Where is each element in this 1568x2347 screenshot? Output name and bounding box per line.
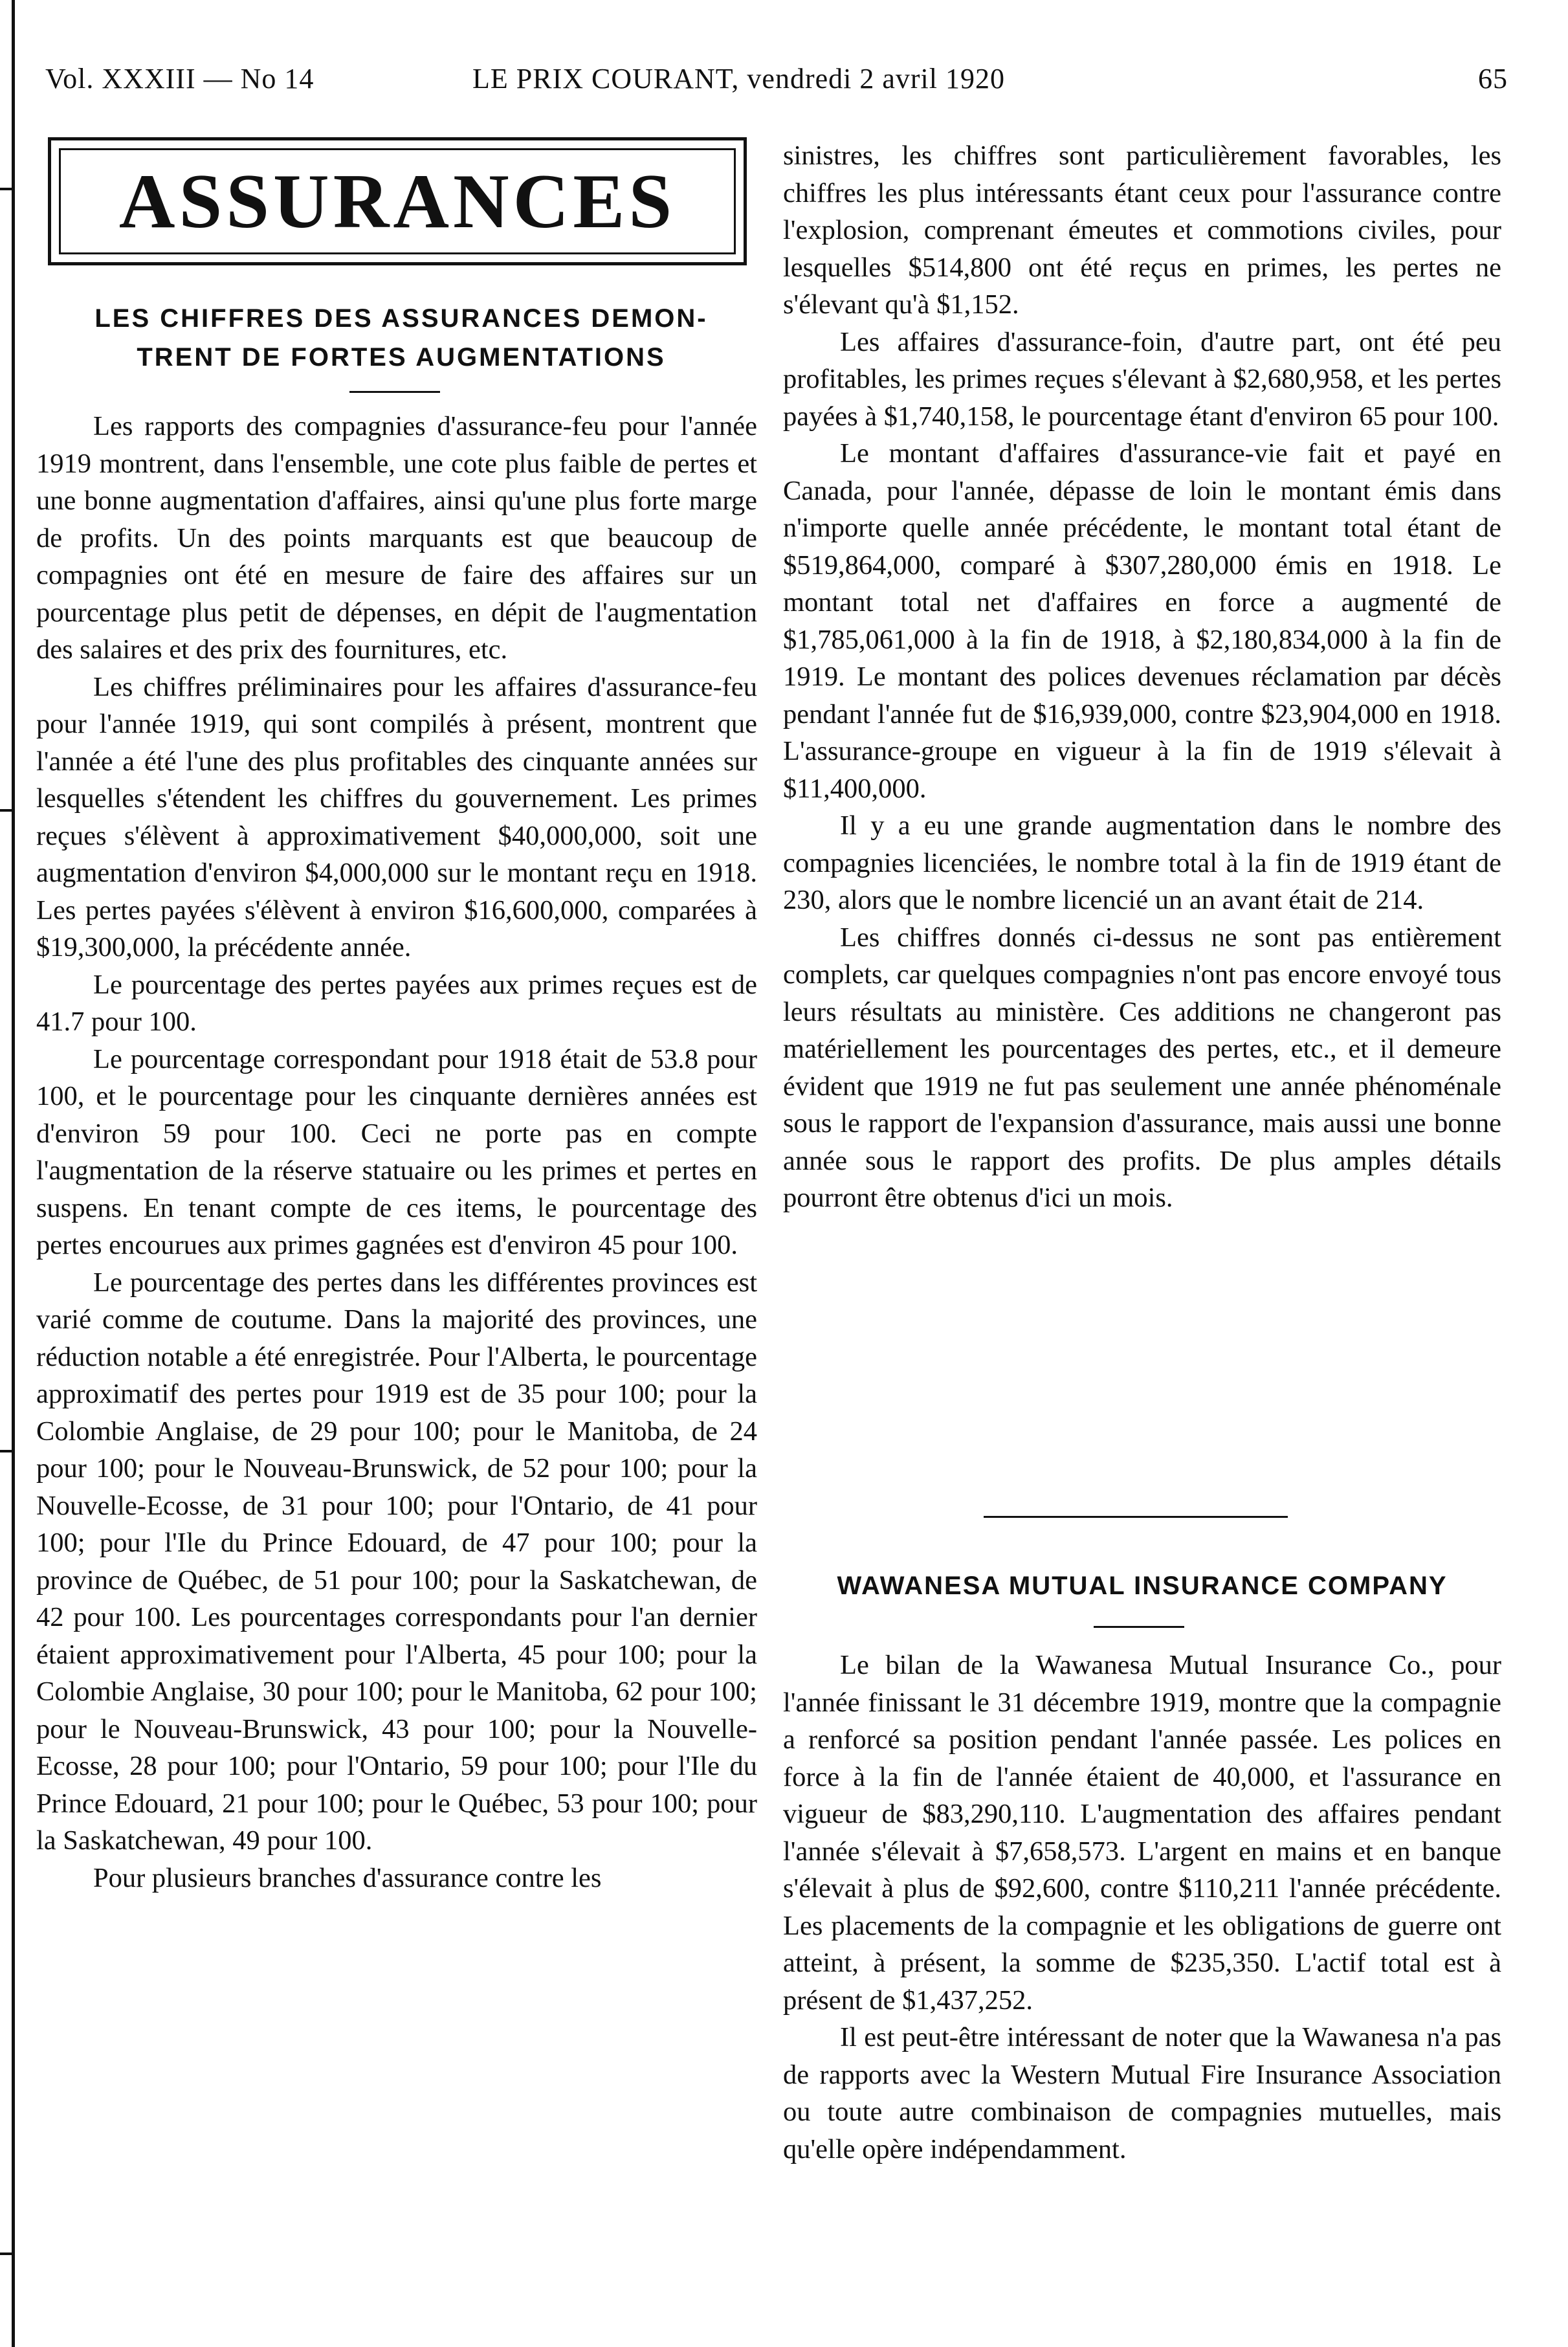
running-head: [45, 62, 1508, 107]
article1-headline-line1: LES CHIFFRES DES ASSURANCES DEMON-: [94, 304, 708, 333]
article1-body-left: [36, 408, 757, 1897]
paragraph: Le bilan de la Wawanesa Mutual Insurance Co., pour l'année finissant le 31 décembre 1919, montre que la compagnie a renforcé sa position pendant l'année passée. Les polices en force à la fin de l'année étaient de 40,000, et l'assurance en vigueur de $83,290,110. L'augmentation des affaires pendant l'année s'élevait à $7,658,573. L'argent en mains et en banque s'élevait à plus de $92,600, contre $110,211 l'année précédente. Les placements de la compagnie et les obligations de guerre ont atteint, à présent, la somme de $235,350. L'actif total est à présent de $1,437,252.: [783, 1650, 1501, 2016]
article1-headline-line2: TRENT DE FORTES AUGMENTATIONS: [137, 343, 666, 372]
paragraph: Le pourcentage correspondant pour 1918 était de 53.8 pour 100, et le pourcentage pour les cinquante dernières années est d'environ 59 pour 100. Ceci ne porte pas en compte l'augmentation de la réserve statuaire ou les primes et pertes en suspens. En tenant compte de ces items, le pourcentage des pertes encourues aux primes gagnées est d'environ 45 pour 100.: [36, 1043, 757, 1260]
paragraph: Le pourcentage des pertes payées aux primes reçues est de 41.7 pour 100.: [36, 969, 757, 1037]
paragraph: Il est peut-être intéressant de noter que la Wawanesa n'a pas de rapports avec la Western Mutual Fire Insurance Association ou toute autre combinaison de compagnies mutuelles, mais qu'elle opère indépendamment.: [783, 2022, 1501, 2164]
section-banner: [48, 137, 747, 265]
article2-headline: [783, 1566, 1501, 1605]
article1-body-right: [783, 137, 1501, 1217]
paragraph: Pour plusieurs branches d'assurance contre les: [93, 1862, 602, 1893]
publication-title-date: LE PRIX COURANT, vendredi 2 avril 1920: [472, 63, 1005, 95]
article-separator-rule: [984, 1516, 1288, 1518]
paragraph: Les chiffres préliminaires pour les affaires d'assurance-feu pour l'année 1919, qui sont compilés à présent, montrent que l'année a été l'une des plus profitables des cinquante années sur lesquelles s'étendent les chiffres du gouvernement. Les primes reçues s'élèvent à approximativement $40,000,000, soit une augmentation d'environ $4,000,000 sur le montant reçu en 1918. Les pertes payées s'élèvent à environ $16,600,000, comparées à $19,300,000, la précédente année.: [36, 671, 757, 962]
headline-rule: [349, 391, 440, 393]
article1-headline: [45, 299, 757, 377]
binding-edge-rule: [12, 0, 15, 2347]
section-title: ASSURANCES: [118, 158, 676, 244]
article2-body: [783, 1647, 1501, 2168]
paragraph: Le montant d'affaires d'assurance-vie fait et payé en Canada, pour l'année, dépasse de loin le montant émis dans n'importe quelle année précédente, le montant total étant de $519,864,000, comparé à $307,280,000 émis en 1918. Le montant total net d'affaires en force a augmenté de $1,785,061,000 à la fin de 1918, à $2,180,834,000 à la fin de 1919. Le montant des polices devenues réclamation par décès pendant l'année fut de $16,939,000, contre $23,904,000 en 1918. L'assurance-groupe en vigueur à la fin de 1919 s'élevait à $11,400,000.: [783, 438, 1501, 804]
article2-headline-text: WAWANESA MUTUAL INSURANCE COMPANY: [837, 1572, 1448, 1600]
paragraph: Les rapports des compagnies d'assurance-feu pour l'année 1919 montrent, dans l'ensemble, une cote plus faible de pertes et une bonne augmentation d'affaires, ainsi qu'une plus forte marge de profits. Un des points marquants est que beaucoup de compagnies ont été en mesure de faire des affaires sur un pourcentage plus petit de dépenses, en dépit de l'augmentation des salaires et des prix des fournitures, etc.: [36, 411, 757, 665]
paragraph: Il y a eu une grande augmentation dans le nombre des compagnies licenciées, le nombre total à la fin de 1919 étant de 230, alors que le nombre licencié un an avant était de 214.: [783, 810, 1501, 915]
paragraph: Les affaires d'assurance-foin, d'autre part, ont été peu profitables, les primes reçues s'élevant à $2,680,958, et les pertes payées à $1,740,158, le pourcentage étant d'environ 65 pour 100.: [783, 326, 1501, 432]
edge-tick: [0, 188, 13, 190]
edge-tick: [0, 1450, 13, 1452]
headline-rule: [1094, 1626, 1184, 1628]
page-number: 65: [1478, 63, 1508, 95]
paragraph: Le pourcentage des pertes dans les différentes provinces est varié comme de coutume. Dans la majorité des provinces, une réduction notable a été enregistrée. Pour l'Alberta, le pourcentage approximatif des pertes pour 1919 est de 35 pour 100; pour la Colombie Anglaise, de 29 pour 100; pour le Manitoba, de 24 pour 100; pour le Nouveau-Brunswick, de 52 pour 100; pour la Nouvelle-Ecosse, de 31 pour 100; pour l'Ontario, de 41 pour 100; pour l'Ile du Prince Edouard, de 47 pour 100; pour la province de Québec, de 51 pour 100; pour la Saskatchewan, de 42 pour 100. Les pourcentages correspondants pour l'an dernier étaient approximativement pour l'Alberta, 45 pour 100; pour la Colombie Anglaise, 30 pour 100; pour le Manitoba, 62 pour 100; pour le Nouveau-Brunswick, 43 pour 100; pour la Nouvelle-Ecosse, 28 pour 100; pour l'Ontario, 59 pour 100; pour l'Ile du Prince Edouard, 21 pour 100; pour le Québec, 53 pour 100; pour la Saskatchewan, 49 pour 100.: [36, 1267, 757, 1856]
section-banner-inner: [59, 148, 736, 254]
volume-number: Vol. XXXIII — No 14: [45, 63, 315, 95]
edge-tick: [0, 809, 13, 812]
paragraph: sinistres, les chiffres sont particulièrement favorables, les chiffres les plus intéressants étant ceux pour l'assurance contre l'explosion, comprenant émeutes et commotions civiles, pour lesquelles $514,800 ont été reçus en primes, les pertes ne s'élevant qu'à $1,152.: [783, 140, 1501, 320]
edge-tick: [0, 2252, 13, 2255]
paragraph: Les chiffres donnés ci-dessus ne sont pas entièrement complets, car quelques compagnies n'ont pas encore envoyé tous leurs résultats au ministère. Ces additions ne changeront pas matériellement les pourcentages des pertes, etc., et il demeure évident que 1919 ne fut pas seulement une année phénoménale sous le rapport de l'expansion d'assurance, mais aussi une bonne année sous le rapport des profits. De plus amples détails pourront être obtenus d'ici un mois.: [783, 922, 1501, 1213]
